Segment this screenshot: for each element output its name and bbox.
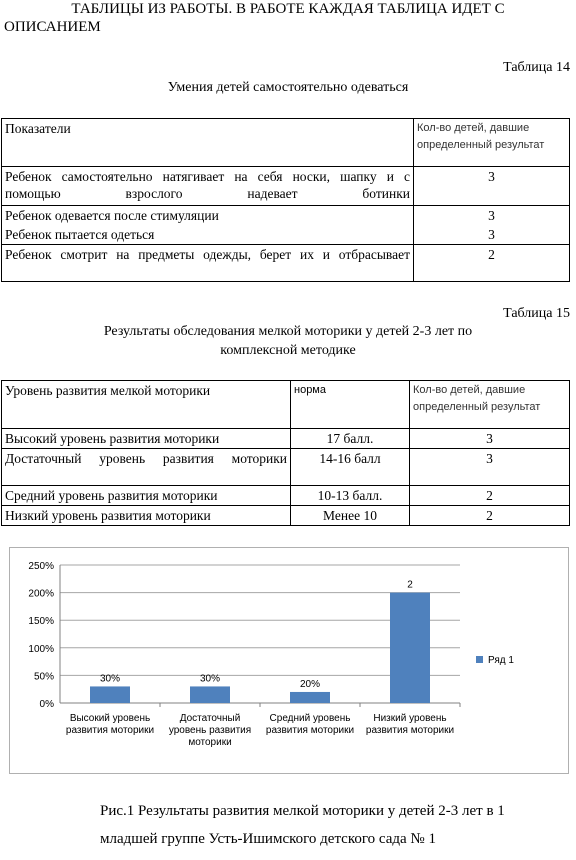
table-cell: 3 <box>414 225 570 245</box>
table-header-cell: норма <box>291 381 410 429</box>
table-row <box>2 206 570 226</box>
table-row <box>2 449 570 486</box>
table15-caption-line-2: комплексной методике <box>220 343 356 358</box>
table-row <box>2 506 570 526</box>
table-15 <box>1 380 570 526</box>
chart-frame <box>9 547 569 774</box>
table-cell: 10-13 балл. <box>291 486 410 506</box>
table-cell: 3 <box>410 449 570 486</box>
table-row <box>2 245 570 282</box>
figure-caption-line-2: младшей группе Усть-Ишимского детского сада № 1 <box>100 831 436 847</box>
table-cell: 14-16 балл <box>291 449 410 486</box>
y-tick-label: 150% <box>28 616 54 628</box>
x-tick-label: Высокий уровень <box>69 713 151 724</box>
table-cell: 2 <box>410 506 570 526</box>
table-cell: Высокий уровень развития моторики <box>2 429 291 449</box>
table15-number: Таблица 15 <box>503 306 570 321</box>
figure-caption-line-1: Рис.1 Результаты развития мелкой моторики у детей 2-3 лет в 1 <box>100 803 505 819</box>
table-cell: 3 <box>410 429 570 449</box>
data-label: 30% <box>99 673 121 685</box>
x-tick-label: Достаточный <box>179 713 241 724</box>
y-tick-label: 50% <box>33 671 54 683</box>
bar <box>390 593 430 703</box>
table-header-row <box>2 119 570 167</box>
x-tick-label: уровень развития <box>168 725 252 736</box>
bar <box>290 692 330 703</box>
table-row <box>2 429 570 449</box>
table-cell: Ребенок самостоятельно натягивает на себя носки, шапку и с помощью взрослого надевает ботинки <box>2 167 414 206</box>
table-cell: Низкий уровень развития моторики <box>2 506 291 526</box>
y-tick-label: 200% <box>28 588 54 600</box>
table14-number: Таблица 14 <box>503 60 570 75</box>
table-cell: Достаточный уровень развития моторики <box>2 449 291 486</box>
x-tick-label: развития моторики <box>365 725 455 736</box>
x-tick-label: развития моторики <box>65 725 155 736</box>
table-cell: 3 <box>414 167 570 206</box>
data-label: 20% <box>299 678 321 690</box>
bar-chart <box>10 548 568 773</box>
table-header-row <box>2 381 570 429</box>
bar <box>90 686 130 703</box>
table-cell: Средний уровень развития моторики <box>2 486 291 506</box>
table15-caption-line-1: Результаты обследования мелкой моторики у детей 2-3 лет по <box>103 324 473 339</box>
legend-label: Ряд 1 <box>488 655 514 666</box>
x-tick-label: Средний уровень <box>269 713 351 724</box>
table-cell: Менее 10 <box>291 506 410 526</box>
table-header-cell: Кол-во детей, давшие определенный результат <box>414 119 570 167</box>
y-tick-label: 0% <box>39 699 54 710</box>
data-label: 2 <box>407 579 413 591</box>
table-14 <box>1 118 570 282</box>
table-cell: 17 балл. <box>291 429 410 449</box>
table14-caption: Умения детей самостоятельно одеваться <box>167 80 409 95</box>
table-header-cell: Уровень развития мелкой моторики <box>2 381 291 429</box>
table-row <box>2 225 570 245</box>
x-tick-label: моторики <box>188 737 232 748</box>
table-header-cell: Кол-во детей, давшие определенный результат <box>410 381 570 429</box>
table-cell: 2 <box>410 486 570 506</box>
document-heading <box>0 0 576 36</box>
table-cell: Ребенок пытается одеться <box>2 225 414 245</box>
table-row <box>2 167 570 206</box>
x-tick-label: Низкий уровень <box>373 713 447 724</box>
legend-swatch <box>476 656 483 663</box>
data-label: 30% <box>199 673 221 685</box>
heading-line-2: ОПИСАНИЕМ <box>4 19 101 35</box>
table-cell: Ребенок смотрит на предметы одежды, берет их и отбрасывает <box>2 245 414 282</box>
table-cell: 3 <box>414 206 570 226</box>
table-header-cell: Показатели <box>2 119 414 167</box>
bar <box>190 686 230 703</box>
y-tick-label: 250% <box>28 561 54 572</box>
table-row <box>2 486 570 506</box>
table-cell: 2 <box>414 245 570 282</box>
table-cell: Ребенок одевается после стимуляции <box>2 206 414 226</box>
y-tick-label: 100% <box>28 643 54 655</box>
heading-line-1: ТАБЛИЦЫ ИЗ РАБОТЫ. В РАБОТЕ КАЖДАЯ ТАБЛИЦА ИДЕТ С <box>71 1 505 17</box>
x-tick-label: развития моторики <box>265 725 355 736</box>
